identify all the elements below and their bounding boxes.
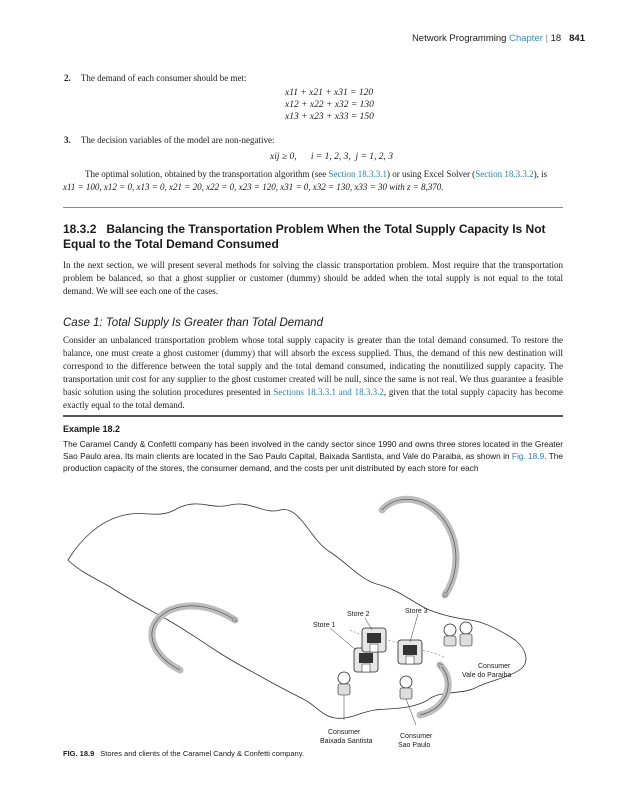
optimal-solution-text (85, 168, 565, 181)
example-label: Example 18.2 (63, 424, 121, 434)
case-1-post: , given that the total supply capacity has become exactly equal to the total demand. (63, 387, 563, 410)
case-1-title: Case 1: Total Supply Is Greater than Total Demand (63, 317, 323, 329)
section-title: Balancing the Transportation Problem When the Total Supply Capacity Is Not Equal to the Total Demand Consumed (63, 222, 546, 251)
section-divider (63, 207, 563, 208)
optimal-mid: ) or using Excel Solver ( (386, 169, 476, 179)
label-consumer-sp-2: Sao Paulo (398, 742, 431, 748)
figure-map (60, 480, 565, 748)
label-consumer-baixada-1: Consumer (328, 729, 361, 736)
example-text: The Caramel Candy & Confetti company has been involved in the candy sector since 1990 and owns three stores located in the Greater Sao Paulo area. Its main clients are located in the Sao Paulo Capital, Baixada Santista, and Vale do Paraiba, as shown in (63, 439, 563, 461)
example-top-rule (63, 415, 563, 417)
running-head (412, 33, 585, 44)
item-number: 3. (64, 135, 71, 145)
optimal-post: ), is (533, 169, 548, 179)
arrow-vale-paraiba (382, 499, 456, 595)
example-body (63, 438, 563, 474)
optimal-values: x11 = 100, x12 = 0, x13 = 0, x21 = 20, x22 = 0, x23 = 120, x31 = 0, x32 = 130, x33 = 30 with z = 8,370. (63, 182, 444, 192)
optimal-pre: The optimal solution, obtained by the transportation algorithm (see (85, 169, 329, 179)
header-chapter-num: 18 (550, 33, 562, 44)
page-number: 841 (569, 33, 585, 44)
case-1-body (63, 334, 563, 412)
label-consumer-baixada-2: Baixada Santista (320, 738, 373, 745)
equation-demand-3: x13 + x23 + x33 = 150 (285, 112, 374, 122)
figure-label: FIG. 18.9 (63, 749, 95, 758)
item-text: The decision variables of the model are non-negative: (80, 135, 275, 145)
section-intro: In the next section, we will present several methods for solving the classic transportation problem. Most require that the transportation problem be balanced, so that a ghost supplier or customer (dummy) should be added when the total supply is not equal to the total demand. We will see each one of the cases. (63, 260, 563, 296)
item-text: The demand of each consumer should be met: (80, 73, 247, 83)
link-section-18-3-3-2[interactable]: Section 18.3.3.2 (475, 169, 534, 179)
figure-caption-text: Stores and clients of the Caramel Candy & Confetti company. (100, 749, 304, 758)
example-post: . The production capacity of the stores, the consumer demand, and the costs per unit distributed by each store for each (63, 451, 563, 473)
link-fig-18-9[interactable]: Fig. 18.9 (511, 451, 545, 461)
figure-caption (63, 749, 304, 758)
store-2-icon (362, 628, 386, 652)
case-1-text: Consider an unbalanced transportation problem whose total supply capacity is greater than the total demand consumed. To restore the balance, one must create a ghost customer (dummy) that will absorb the excess supplied. Thus, the demand of this new destination will correspond to the difference between the total supply and the total demand consumed, indicating the nonutilized supply capacity. The transportation unit cost for any supplier to the ghost customer created will be null, since the same is not real. We thus guarantee a feasible basic solution using the solution procedures presented in (63, 335, 563, 397)
label-store-1: Store 1 (313, 622, 336, 629)
header-separator: | (545, 33, 548, 44)
header-section: Network Programming (411, 33, 507, 44)
constraint-item-2 (64, 73, 247, 83)
equation-nonnegative: xij ≥ 0, i = 1, 2, 3, j = 1, 2, 3 (270, 152, 394, 162)
label-store-3: Store 3 (405, 608, 428, 615)
header-chapter: Chapter (509, 33, 543, 44)
item-number: 2. (64, 73, 71, 83)
label-consumer-sp-1: Consumer (400, 733, 433, 740)
section-heading (63, 222, 563, 252)
constraint-item-3 (64, 135, 275, 145)
equation-demand-1: x11 + x21 + x31 = 120 (285, 88, 374, 98)
label-consumer-vale-1: Consumer (478, 663, 511, 670)
store-3-icon (398, 640, 422, 664)
equation-demand-2: x12 + x22 + x32 = 130 (285, 100, 374, 110)
label-store-2: Store 2 (347, 611, 370, 618)
sao-paulo-state-outline (68, 504, 526, 718)
link-section-18-3-3-1[interactable]: Section 18.3.3.1 (328, 169, 387, 179)
label-consumer-vale-2: Vale do Paraiba (462, 672, 512, 679)
section-number: 18.3.2 (63, 222, 97, 236)
link-sections-18-3-3[interactable]: Sections 18.3.3.1 and 18.3.3.2 (273, 387, 384, 397)
